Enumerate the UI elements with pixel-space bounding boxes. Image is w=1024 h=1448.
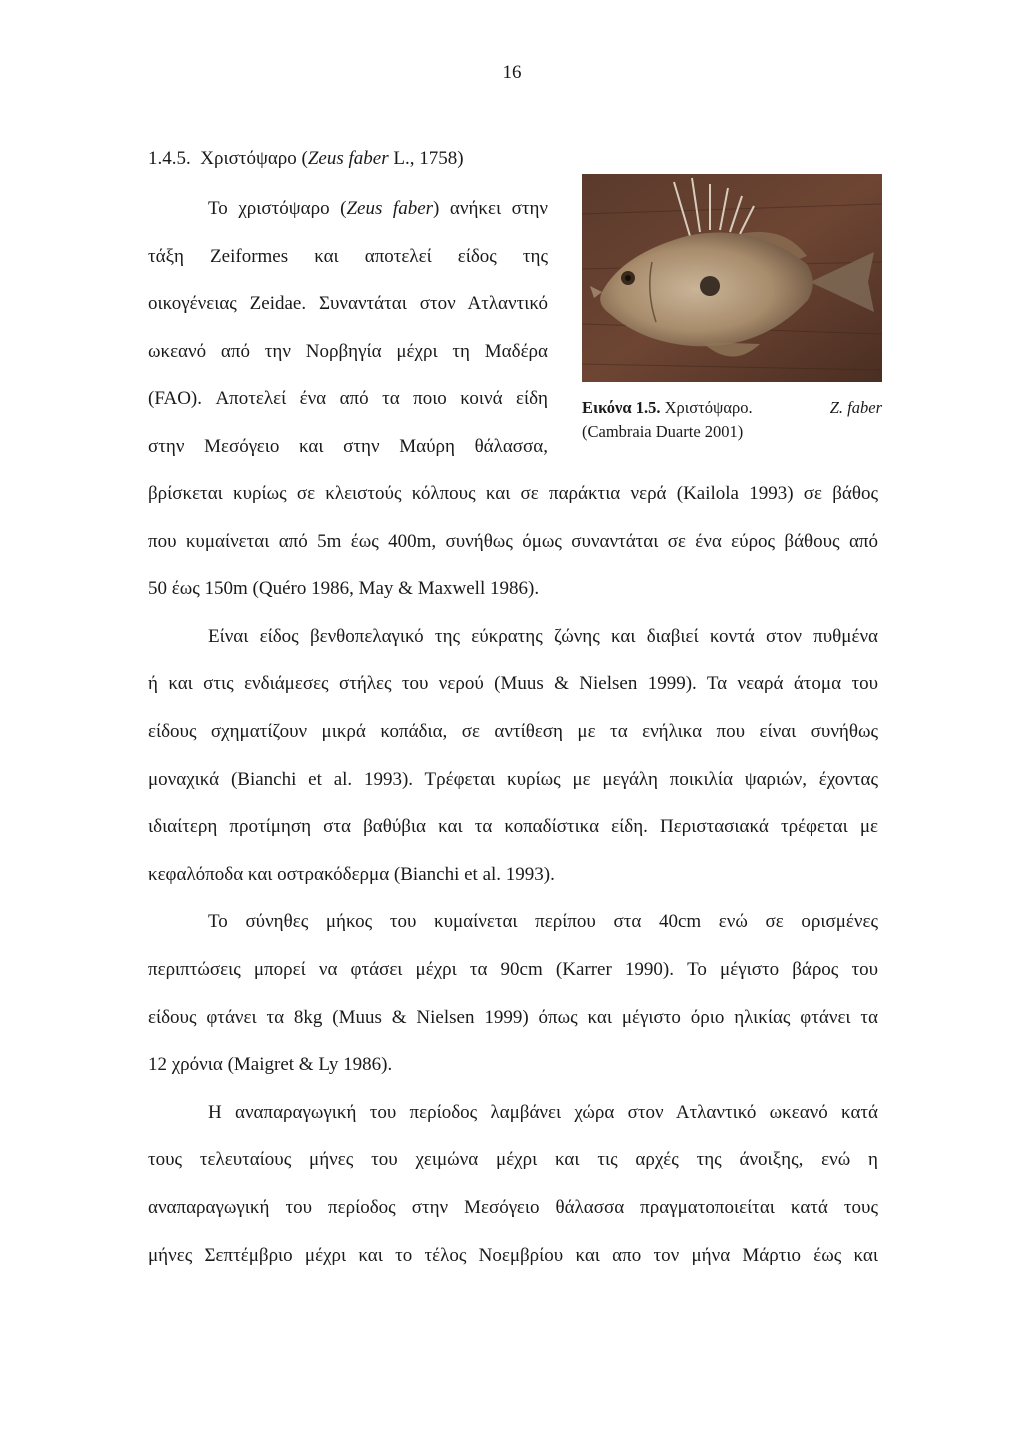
text-line: 12 χρόνια (Maigret & Ly 1986). <box>148 1054 393 1076</box>
section-number: 1.4.5. <box>148 148 191 169</box>
paragraph <box>148 898 878 1088</box>
text-line: περιπτώσεις μπορεί να φτάσει μέχρι τα 90cm (Karrer 1990). Το μέγιστο βάρος του <box>148 958 878 980</box>
paragraph <box>148 470 878 613</box>
paragraph <box>148 613 878 899</box>
intro-text <box>148 185 548 471</box>
section-title-pre: Χριστόψαρο ( <box>200 148 308 169</box>
text-line: Είναι είδος βενθοπελαγικό της εύκρατης ζώνης και διαβιεί κοντά στον πυθμένα <box>208 625 878 647</box>
figure-text: Χριστόψαρο. <box>664 398 753 417</box>
intro-line: (FAO). Αποτελεί ένα από τα ποιο κοινά είδη <box>148 388 548 410</box>
text-line: μήνες Σεπτέμβριο μέχρι και το τέλος Νοεμβρίου και απο τον μήνα Μάρτιο έως και <box>148 1244 878 1266</box>
text-line: τους τελευταίους μήνες του χειμώνα μέχρι και τις αρχές της άνοιξης, ενώ η <box>148 1149 878 1171</box>
figure-1-5 <box>582 174 882 444</box>
text-line: που κυμαίνεται από 5m έως 400m, συνήθως όμως συναντάται σε ένα εύρος βάθους από <box>148 530 878 552</box>
text-line: είδους σχηματίζουν μικρά κοπάδια, σε αντίθεση με τα ενήλικα που είναι συνήθως <box>148 720 878 742</box>
intro-line: ωκεανό από την Νορβηγία μέχρι τη Μαδέρα <box>148 340 548 362</box>
section-species: Zeus faber <box>307 148 389 169</box>
text-line: ιδιαίτερη προτίμηση στα βαθύβια και τα κοπαδίστικα είδη. Περιστασιακά τρέφεται με <box>148 816 878 838</box>
intro-line: Το χριστόψαρο (Zeus faber) ανήκει στην <box>208 198 549 219</box>
text-line: ή και στις ενδιάμεσες στήλες του νερού (Muus & Nielsen 1999). Τα νεαρά άτομα του <box>148 673 878 695</box>
fish-photo <box>582 174 882 382</box>
figure-label: Εικόνα 1.5. <box>582 398 661 417</box>
intro-line: οικογένειας Zeidae. Συναντάται στον Ατλαντικό <box>148 293 548 315</box>
text-line: αναπαραγωγική του περίοδος στην Μεσόγειο θάλασσα πραγματοποιείται κατά τους <box>148 1196 878 1218</box>
figure-caption <box>582 396 882 444</box>
paragraph <box>148 1089 878 1279</box>
text-line: βρίσκεται κυρίως σε κλειστούς κόλπους και σε παράκτια νερά (Kailola 1993) σε βάθος <box>148 483 878 504</box>
text-line: κεφαλόποδα και οστρακόδερμα (Bianchi et al. 1993). <box>148 863 555 885</box>
section-heading <box>148 148 464 170</box>
text-line: 50 έως 150m (Quéro 1986, May & Maxwell 1986). <box>148 578 540 600</box>
section-title-post: L., 1758) <box>388 148 464 169</box>
text-line: Η αναπαραγωγική του περίοδος λαμβάνει χώρα στον Ατλαντικό ωκεανό κατά <box>208 1101 878 1123</box>
figure-credit: (Cambraia Duarte 2001) <box>582 422 744 441</box>
intro-line: στην Μεσόγειο και στην Μαύρη θάλασσα, <box>148 435 548 457</box>
text-line: είδους φτάνει τα 8kg (Muus & Nielsen 1999) όπως και μέγιστο όριο ηλικίας φτάνει τα <box>148 1006 878 1028</box>
figure-species: Z. faber <box>829 398 882 417</box>
text-line: Το σύνηθες μήκος του κυμαίνεται περίπου στα 40cm ενώ σε ορισμένες <box>208 911 878 933</box>
page-number: 16 <box>502 62 522 83</box>
intro-line: τάξη Zeiformes και αποτελεί είδος της <box>148 245 548 267</box>
main-text <box>148 470 878 1279</box>
text-line: μοναχικά (Bianchi et al. 1993). Τρέφεται κυρίως με μεγάλη ποικιλία ψαριών, έχοντας <box>148 768 878 790</box>
